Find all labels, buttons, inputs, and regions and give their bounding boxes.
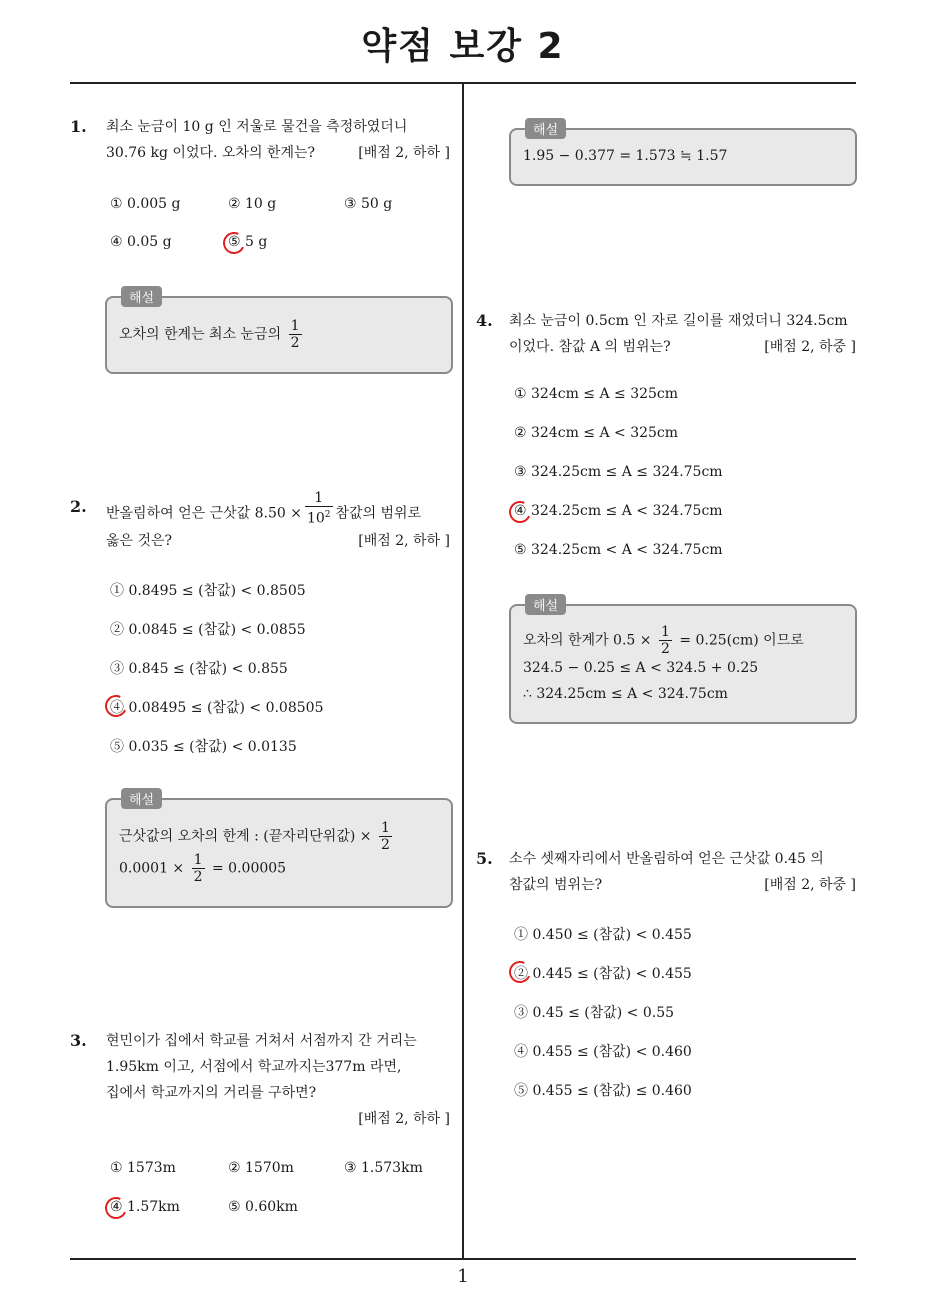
option-4[interactable]: ④ 0.455 ≤ (참값) < 0.460	[514, 1044, 692, 1060]
option-5[interactable]: ⑤ 324.25cm < A < 324.75cm	[514, 542, 723, 558]
question-number: 4.	[476, 311, 493, 330]
page-number: 1	[457, 1266, 469, 1287]
question-number: 5.	[476, 849, 493, 868]
option-1[interactable]: ① 0.005 g	[110, 196, 181, 212]
option-5[interactable]: ⑤ 5 g	[228, 234, 268, 250]
question-number: 1.	[70, 117, 87, 136]
question-2	[70, 490, 450, 554]
solution-tag: 해설	[121, 286, 162, 307]
solution-box-1	[105, 291, 453, 374]
solution-tag: 해설	[525, 594, 566, 615]
solution-box-2	[105, 793, 453, 908]
fraction: $\frac{1}{2}$	[380, 820, 390, 853]
question-number: 2.	[70, 497, 87, 516]
option-4[interactable]: ④ 0.05 g	[110, 234, 172, 250]
fraction: $\frac{1}{10^2}$	[306, 490, 331, 527]
question-text: 이었다. 참값 A 의 범위는?	[509, 339, 671, 355]
option-3[interactable]: ③ 1.573km	[344, 1160, 423, 1176]
page-title: 약점 보강 2	[361, 26, 565, 67]
solution-text: 1.95 − 0.377 = 1.573 ≒ 1.57	[523, 148, 728, 164]
solution-text: 0.0001 × $\frac{1}{2}$ = 0.00005	[119, 852, 287, 885]
option-4[interactable]: ④ 0.08495 ≤ (참값) < 0.08505	[110, 700, 324, 716]
option-1[interactable]: ① 1573m	[110, 1160, 176, 1176]
question-text: 참값의 범위는?	[509, 877, 603, 893]
score-tag: [배점 2, 하중 ]	[764, 339, 856, 355]
question-number: 3.	[70, 1031, 87, 1050]
solution-text: 오차의 한계는 최소 눈금의 $\frac{1}{2}$	[119, 318, 300, 351]
option-3[interactable]: ③ 324.25cm ≤ A ≤ 324.75cm	[514, 464, 723, 480]
question-text: 1.95km 이고, 서점에서 학교까지는377m 라면,	[106, 1059, 402, 1075]
score-tag: [배점 2, 하하 ]	[358, 145, 450, 161]
question-4	[476, 308, 856, 362]
question-text: 최소 눈금이 10 g 인 저울로 물건을 측정하였더니	[106, 119, 408, 135]
question-text: 최소 눈금이 0.5cm 인 자로 길이를 재었더니 324.5cm	[509, 313, 848, 329]
option-3[interactable]: ③ 0.845 ≤ (참값) < 0.855	[110, 661, 288, 677]
question-1	[70, 114, 450, 176]
solution-text: 324.5 − 0.25 ≤ A < 324.5 + 0.25	[523, 660, 759, 676]
option-4[interactable]: ④ 1.57km	[110, 1199, 180, 1215]
option-2[interactable]: ② 0.0845 ≤ (참값) < 0.0855	[110, 622, 306, 638]
score-tag: [배점 2, 하하 ]	[358, 533, 450, 549]
question-text: 소수 셋째자리에서 반올림하여 얻은 근삿값 0.45 의	[509, 851, 824, 867]
fraction: $\frac{1}{2}$	[193, 852, 203, 885]
option-1[interactable]: ① 324cm ≤ A ≤ 325cm	[514, 386, 679, 402]
solution-tag: 해설	[121, 788, 162, 809]
option-3[interactable]: ③ 50 g	[344, 196, 393, 212]
option-5[interactable]: ⑤ 0.60km	[228, 1199, 298, 1215]
fraction: $\frac{1}{2}$	[660, 624, 670, 657]
score-tag: [배점 2, 하하 ]	[358, 1111, 450, 1127]
option-2[interactable]: ② 10 g	[228, 196, 277, 212]
question-5	[476, 846, 856, 900]
solution-box-3	[509, 123, 857, 186]
question-text: 집에서 학교까지의 거리를 구하면?	[106, 1085, 317, 1101]
question-text: 옳은 것은?	[106, 533, 173, 549]
option-2[interactable]: ② 1570m	[228, 1160, 294, 1176]
question-3	[70, 1028, 450, 1132]
score-tag: [배점 2, 하중 ]	[764, 877, 856, 893]
footer-rule	[70, 1258, 856, 1260]
option-3[interactable]: ③ 0.45 ≤ (참값) < 0.55	[514, 1005, 675, 1021]
question-text: 30.76 kg 이었다. 오차의 한계는?	[106, 145, 315, 161]
solution-text: 오차의 한계가 0.5 × $\frac{1}{2}$ = 0.25(cm) 이므로	[523, 624, 804, 657]
option-2[interactable]: ② 0.445 ≤ (참값) < 0.455	[514, 966, 692, 982]
option-1[interactable]: ① 0.8495 ≤ (참값) < 0.8505	[110, 583, 306, 599]
solution-box-4	[509, 599, 857, 724]
solution-text: 근삿값의 오차의 한계 : (끝자리단위값) × $\frac{1}{2}$	[119, 820, 390, 853]
question-text: 현민이가 집에서 학교를 거쳐서 서점까지 간 거리는	[106, 1033, 417, 1049]
solution-text: ∴ 324.25cm ≤ A < 324.75cm	[523, 686, 728, 702]
option-5[interactable]: ⑤ 0.035 ≤ (참값) < 0.0135	[110, 739, 297, 755]
solution-tag: 해설	[525, 118, 566, 139]
option-5[interactable]: ⑤ 0.455 ≤ (참값) ≤ 0.460	[514, 1083, 692, 1099]
option-1[interactable]: ① 0.450 ≤ (참값) < 0.455	[514, 927, 692, 943]
option-2[interactable]: ② 324cm ≤ A < 325cm	[514, 425, 679, 441]
option-4[interactable]: ④ 324.25cm ≤ A < 324.75cm	[514, 503, 723, 519]
fraction: $\frac{1}{2}$	[290, 318, 300, 351]
column-divider	[462, 84, 464, 1259]
question-text: 반올림하여 얻은 근삿값 8.50 × $\frac{1}{10^2}$ 참값의 범위로	[106, 490, 422, 527]
